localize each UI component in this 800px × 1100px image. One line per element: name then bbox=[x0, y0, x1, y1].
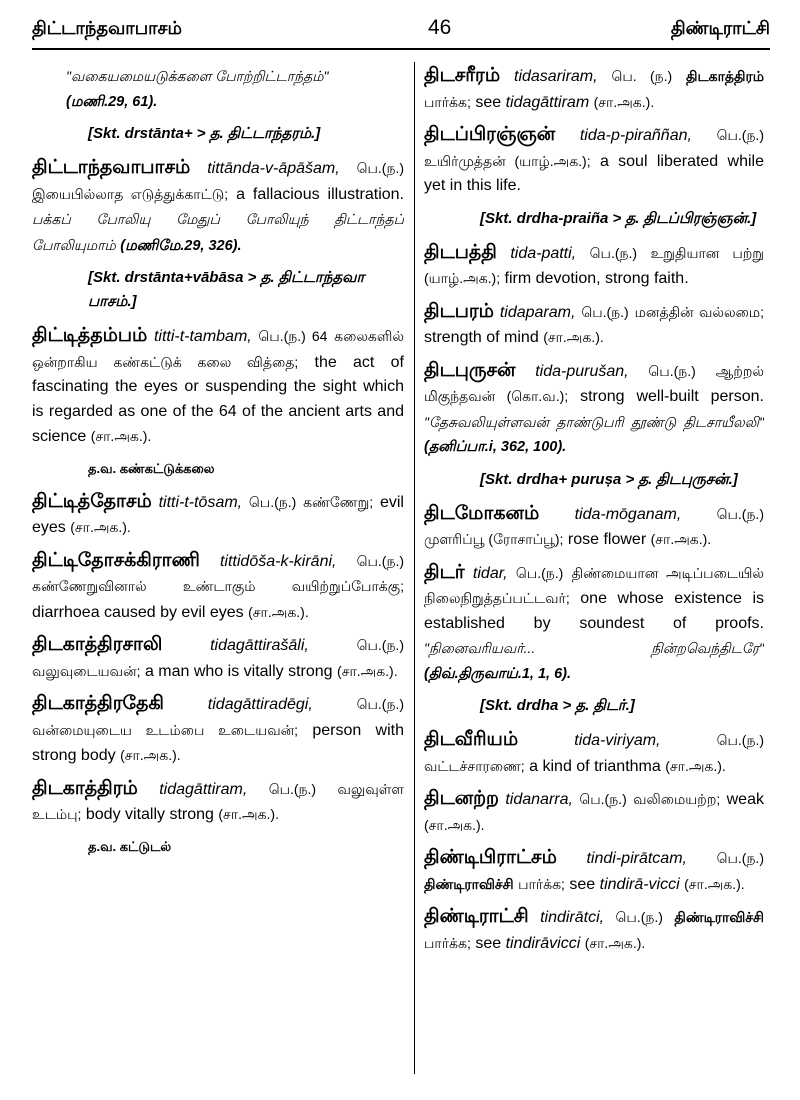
headword: திட்டாந்தவாபாசம் bbox=[32, 157, 191, 178]
grammar-label: பெ. (ந.) bbox=[611, 68, 673, 84]
transliteration: tidagāttirašāli, bbox=[210, 637, 309, 654]
tamil-definition: மனத்தின் வல்லமை; bbox=[634, 303, 764, 320]
grammar-label: பெ.(ந.) bbox=[581, 303, 629, 320]
etymology: [Skt. drstānta+vābāsa > த. திட்டாந்தவா பாசம்.] bbox=[88, 269, 365, 310]
transliteration: tindi-pirātcam, bbox=[586, 850, 687, 867]
tamil-definition: வலுவுள்ள உடம்பு; bbox=[32, 780, 404, 822]
english-definition: a soul liberated while yet in this life. bbox=[424, 152, 764, 194]
dictionary-entry bbox=[424, 502, 764, 553]
dictionary-entry bbox=[424, 561, 764, 687]
grammar-label: பெ.(ந.) bbox=[515, 564, 564, 581]
headword: திடமோகனம் bbox=[424, 502, 540, 524]
transliteration: tidaparam, bbox=[499, 303, 576, 321]
grammar-label: பெ.(ந.) 64 bbox=[258, 328, 328, 344]
tamil-definition: கண்ணேறு; bbox=[303, 493, 374, 510]
quotation: "தேசுவலியுள்ளவன் தாண்டுபரி தூண்டு திடசாயீலலி" bbox=[424, 413, 764, 430]
cross-reference: திண்டிராவிச்சி bbox=[424, 875, 514, 892]
dictionary-entry bbox=[32, 692, 404, 769]
headword: திடகாத்திரம் bbox=[32, 777, 138, 799]
source: (சா.அக.). bbox=[248, 603, 309, 620]
see-label: see bbox=[475, 93, 502, 111]
tamil-definition: பார்க்க; bbox=[424, 93, 471, 110]
grammar-label: பெ.(ந.) bbox=[615, 909, 663, 925]
tamil-definition: உறுதியான பற்று (யாழ்.அக.); bbox=[424, 244, 764, 286]
source: (சா.அக.). bbox=[90, 428, 152, 444]
dictionary-entry bbox=[424, 905, 764, 956]
source: (சா.அக.). bbox=[665, 757, 726, 774]
grammar-label: பெ.(ந.) bbox=[716, 505, 764, 522]
transliteration: tida-p-piraññan, bbox=[579, 127, 692, 144]
grammar-label: பெ.(ந.) bbox=[356, 696, 404, 712]
source: (சா.அக.). bbox=[543, 329, 604, 345]
citation: (மணி.29, 61). bbox=[66, 93, 158, 110]
headword: திடபுருசன் bbox=[424, 359, 516, 381]
headword: திட்டிதோசக்கிராணி bbox=[32, 549, 200, 571]
english-definition: diarrhoea caused by evil eyes bbox=[32, 603, 244, 621]
tamil-definition: வட்டச்சாரணை; bbox=[424, 757, 525, 774]
dictionary-entry bbox=[424, 300, 764, 351]
tamil-definition: உயிர்முத்தன் (யாழ்.அக.); bbox=[424, 152, 591, 169]
tamil-definition: வன்மையுடைய உடம்பை உடையவன்; bbox=[32, 721, 299, 738]
dictionary-entry bbox=[424, 728, 764, 779]
tamil-definition: கலைகளில் ஒன்றாகிய கண்கட்டுக் கலை வித்தை; bbox=[32, 328, 404, 370]
transliteration: tidagāttiram, bbox=[159, 780, 248, 798]
english-definition: a fallacious illustration. bbox=[236, 185, 404, 203]
grammar-label: பெ.(ந.) bbox=[356, 552, 404, 569]
grammar-label: பெ.(ந.) bbox=[589, 244, 638, 261]
etymology: [Skt. drdha > த. திடர்.] bbox=[480, 697, 635, 714]
transliteration: tittidōša-k-kirāni, bbox=[219, 552, 337, 570]
cross-reference: திடகாத்திரம் bbox=[686, 68, 764, 84]
headword: திட்டித்தோசம் bbox=[32, 490, 152, 512]
source: (சா.அக.). bbox=[218, 806, 279, 822]
dictionary-entry bbox=[32, 490, 404, 541]
cross-reference-target: tidagāttiram bbox=[505, 93, 590, 111]
source: (சா.அக.). bbox=[584, 934, 646, 951]
see-label: see bbox=[569, 875, 596, 893]
english-definition: one whose existence is established by soundest of proofs. bbox=[424, 590, 764, 632]
headword: திடகாத்திரசாலி bbox=[32, 634, 163, 655]
dictionary-entry bbox=[32, 549, 404, 626]
english-definition: strong well-built person. bbox=[580, 388, 764, 405]
source: (சா.அக.). bbox=[424, 816, 485, 833]
tamil-definition: முளரிப்பூ (ரோசாப்பூ); bbox=[424, 531, 564, 547]
english-definition: body vitally strong bbox=[85, 806, 214, 823]
grammar-label: பெ.(ந.) bbox=[248, 493, 297, 510]
transliteration: tidanarra, bbox=[505, 791, 573, 808]
transliteration: tida-patti, bbox=[510, 244, 577, 262]
transliteration: titti-t-tōsam, bbox=[158, 493, 243, 511]
quotation: "நினைவரியவர்... நின்றவெந்திடரே" bbox=[424, 640, 764, 656]
headword: திடபத்தி bbox=[424, 241, 497, 263]
source: (சா.அக.). bbox=[120, 747, 181, 763]
english-definition: strength of mind bbox=[424, 329, 539, 346]
usage-note: த.வ. கட்டுடல் bbox=[88, 838, 172, 854]
page-header bbox=[32, 14, 770, 50]
source: (சா.அக.). bbox=[684, 875, 745, 892]
english-definition: the act of fascinating the eyes or suspending the sight which is regarded as one of the 64 of the ancient arts and science bbox=[32, 353, 404, 445]
english-definition: rose flower bbox=[567, 531, 647, 548]
grammar-label: பெ.(ந.) bbox=[716, 732, 764, 748]
transliteration: tida-viriyam, bbox=[574, 732, 661, 749]
source: (சா.அக.). bbox=[650, 531, 712, 547]
dictionary-entry bbox=[424, 359, 764, 460]
transliteration: tida-purušan, bbox=[535, 362, 629, 380]
dictionary-entry bbox=[424, 846, 764, 897]
dictionary-entry bbox=[32, 156, 404, 258]
citation: (திவ்.திருவாய்.1, 1, 6). bbox=[424, 665, 572, 682]
headword: திடபரம் bbox=[424, 300, 494, 322]
column-divider bbox=[414, 62, 415, 1074]
dictionary-entry bbox=[424, 787, 764, 838]
etymology: [Skt. drdha+ purușa > த. திடபுருசன்.] bbox=[480, 470, 738, 488]
grammar-label: பெ.(ந.) bbox=[356, 637, 404, 653]
transliteration: tidagāttiradēgi, bbox=[207, 696, 313, 713]
headword: திண்டிராட்சி bbox=[424, 906, 529, 927]
running-head-left: திட்டாந்தவாபாசம் bbox=[32, 18, 182, 38]
left-column bbox=[32, 64, 404, 1094]
transliteration: tindirātci, bbox=[540, 909, 605, 926]
etymology: [Skt. drdha-praiña > த. திடப்பிரஞ்ஞன்.] bbox=[480, 209, 757, 227]
source: (சா.அக.). bbox=[337, 662, 398, 679]
grammar-label: பெ.(ந.) bbox=[356, 160, 404, 176]
transliteration: tidasariram, bbox=[514, 68, 598, 85]
cross-reference: திண்டிராவிச்சி bbox=[674, 909, 764, 925]
transliteration: tittānda-v-āpāšam, bbox=[207, 160, 340, 177]
dictionary-entry bbox=[32, 633, 404, 684]
headword: திடர் bbox=[424, 561, 465, 583]
grammar-label: பெ.(ந.) bbox=[648, 362, 696, 379]
cross-reference-target: tindirā-vicci bbox=[599, 875, 680, 893]
english-definition: firm devotion, strong faith. bbox=[504, 270, 689, 287]
grammar-label: பெ.(ந.) bbox=[268, 780, 317, 797]
transliteration: tida-mōganam, bbox=[574, 505, 682, 523]
headword: திடவீரியம் bbox=[424, 729, 519, 750]
see-label: see bbox=[475, 934, 502, 952]
tamil-definition: கண்ணேறுவினால் உண்டாகும் வயிற்றுப்போக்கு; bbox=[32, 578, 404, 594]
english-definition: a man who is vitally strong bbox=[144, 662, 333, 680]
quotation: "வகையமையடுக்களை போற்றிட்டாந்தம்" bbox=[66, 68, 329, 84]
tamil-definition: வலிமையற்ற; bbox=[633, 791, 721, 807]
continued-quotation bbox=[32, 64, 404, 114]
tamil-definition: ஆற்றல் மிகுந்தவன் (கொ.வ.); bbox=[424, 362, 764, 404]
headword: திடகாத்திரதேகி bbox=[32, 693, 164, 714]
headword: திடசரீரம் bbox=[424, 65, 501, 86]
english-definition: weak bbox=[726, 791, 764, 808]
dictionary-entry bbox=[32, 324, 404, 450]
tamil-definition: பார்க்க; bbox=[424, 934, 471, 951]
dictionary-entry bbox=[424, 241, 764, 292]
english-definition: person with strong body bbox=[32, 721, 404, 764]
etymology: [Skt. drstānta+ > த. திட்டாந்தரம்.] bbox=[88, 125, 321, 142]
dictionary-entry bbox=[424, 123, 764, 199]
right-column bbox=[424, 64, 764, 1094]
citation: (மணிமே.29, 326). bbox=[120, 237, 242, 254]
transliteration: titti-t-tambam, bbox=[153, 328, 252, 345]
english-definition: evil eyes bbox=[32, 493, 404, 536]
headword: திண்டிபிராட்சம் bbox=[424, 847, 557, 868]
grammar-label: பெ.(ந.) bbox=[716, 127, 764, 143]
quotation: பக்கப் போலியு மேதுப் போலியுந் திட்டாந்தப் போலியுமாம் bbox=[32, 211, 404, 253]
dictionary-entry bbox=[424, 64, 764, 115]
headword: திடனற்ற bbox=[424, 788, 499, 809]
headword: திட்டித்தம்பம் bbox=[32, 325, 148, 346]
tamil-definition: வலுவுடையவன்; bbox=[32, 662, 141, 679]
transliteration: tidar, bbox=[472, 564, 508, 582]
cross-reference-target: tindirāvicci bbox=[505, 934, 581, 952]
citation: (தனிப்பா.i, 362, 100). bbox=[424, 439, 567, 455]
headword: திடப்பிரஞ்ஞன் bbox=[424, 124, 556, 145]
tamil-definition: பார்க்க; bbox=[518, 875, 565, 892]
english-definition: a kind of trianthma bbox=[529, 757, 661, 775]
tamil-definition: இயைபில்லாத எடுத்துக்காட்டு; bbox=[32, 185, 229, 202]
usage-note: த.வ. கண்கட்டுக்கலை bbox=[88, 460, 215, 476]
dictionary-entry bbox=[32, 777, 404, 828]
tamil-definition: திண்மையான அடிப்படையில் நிலைநிறுத்தப்பட்டவர்; bbox=[424, 564, 764, 606]
grammar-label: பெ.(ந.) bbox=[579, 791, 627, 807]
source: (சா.அக.). bbox=[70, 519, 131, 535]
running-head-right: திண்டிராட்சி bbox=[670, 18, 770, 38]
page-number: 46 bbox=[428, 16, 452, 39]
grammar-label: பெ.(ந.) bbox=[716, 850, 764, 866]
source: (சா.அக.). bbox=[593, 93, 655, 110]
